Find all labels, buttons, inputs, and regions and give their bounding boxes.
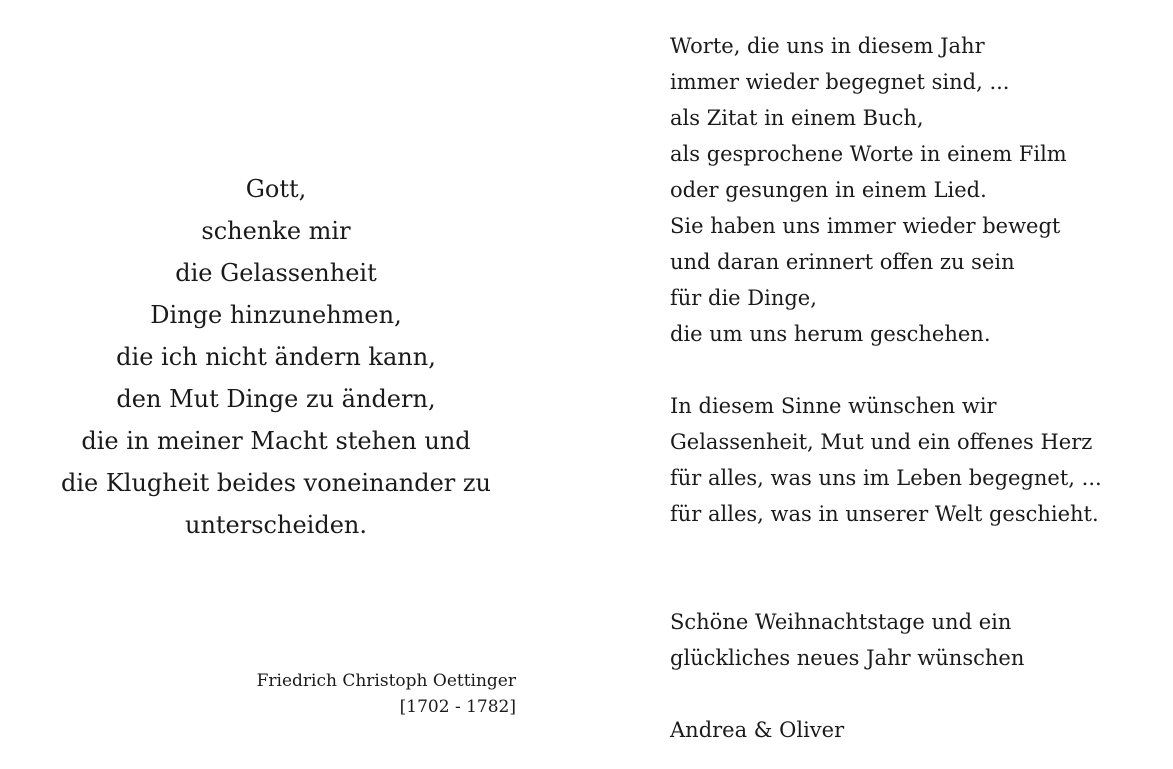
poem-line: die in meiner Macht stehen und (81, 427, 471, 455)
poem (0, 168, 552, 546)
intro-paragraph (670, 28, 1067, 352)
text-line: für die Dinge, (670, 286, 817, 310)
wishes-paragraph (670, 388, 1102, 532)
author-attribution (257, 668, 516, 720)
poem-line: den Mut Dinge zu ändern, (116, 385, 436, 413)
author-name: Friedrich Christoph Oettinger (256, 671, 516, 691)
text-line: Sie haben uns immer wieder bewegt (670, 214, 1061, 238)
signature-text: Andrea & Oliver (670, 718, 845, 742)
author-years: [1702 - 1782] (399, 697, 516, 717)
text-line: glückliches neues Jahr wünschen (670, 646, 1025, 670)
text-line: oder gesungen in einem Lied. (670, 178, 987, 202)
poem-line: unterscheiden. (185, 511, 367, 539)
right-page (560, 0, 1173, 769)
poem-line: schenke mir (201, 217, 351, 245)
text-line: und daran erinnert offen zu sein (670, 250, 1015, 274)
text-line: für alles, was uns im Leben begegnet, ... (670, 466, 1102, 490)
text-line: die um uns herum geschehen. (670, 322, 991, 346)
greeting-paragraph (670, 604, 1024, 676)
text-line: als gesprochene Worte in einem Film (670, 142, 1067, 166)
left-page (0, 0, 560, 769)
signature (670, 712, 844, 748)
text-line: Worte, die uns in diesem Jahr (670, 34, 985, 58)
text-line: Schöne Weihnachtstage und ein (670, 610, 1012, 634)
text-line: für alles, was in unserer Welt geschieht. (670, 502, 1099, 526)
poem-line: die ich nicht ändern kann, (116, 343, 436, 371)
text-line: immer wieder begegnet sind, ... (670, 70, 1010, 94)
poem-line: die Gelassenheit (175, 259, 377, 287)
text-line: als Zitat in einem Buch, (670, 106, 924, 130)
poem-line: Gott, (245, 175, 307, 203)
poem-line: die Klugheit beides voneinander zu (61, 469, 491, 497)
poem-line: Dinge hinzunehmen, (150, 301, 402, 329)
text-line: Gelassenheit, Mut und ein offenes Herz (670, 430, 1093, 454)
text-line: In diesem Sinne wünschen wir (670, 394, 997, 418)
